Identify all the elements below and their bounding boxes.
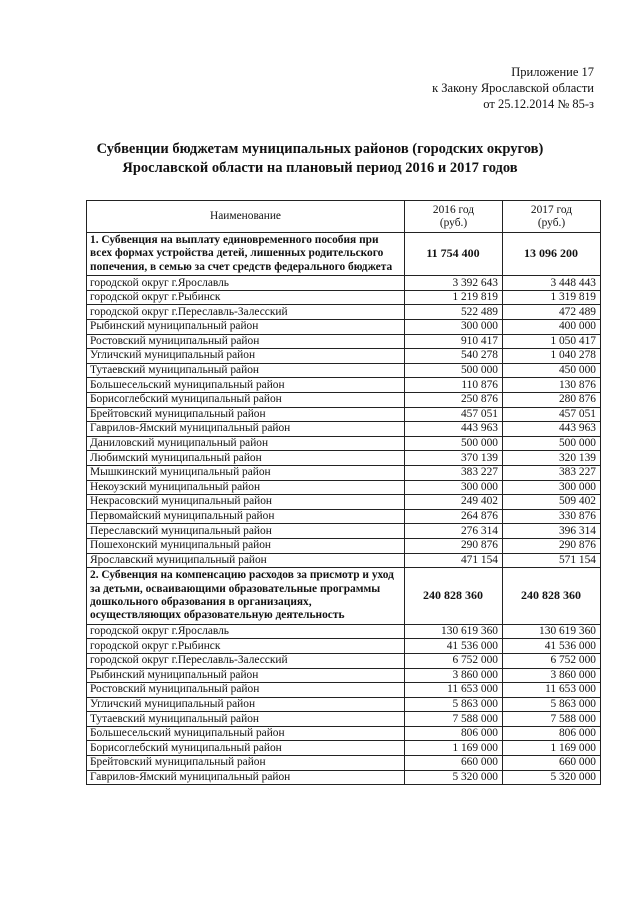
- table-row: [87, 553, 601, 568]
- table-row: [87, 363, 601, 378]
- appendix-note: [432, 64, 594, 112]
- table-row: [87, 320, 601, 335]
- row-value-2017: 41 536 000: [503, 639, 601, 654]
- row-value-2017: 11 653 000: [503, 683, 601, 698]
- row-name: Угличский муниципальный район: [87, 697, 405, 712]
- row-value-2016: 443 963: [405, 422, 503, 437]
- row-name: городской округ г.Рыбинск: [87, 290, 405, 305]
- table-row: [87, 290, 601, 305]
- table-row: [87, 712, 601, 727]
- table-row: [87, 770, 601, 785]
- row-value-2016: 290 876: [405, 538, 503, 553]
- row-value-2016: 3 392 643: [405, 276, 503, 291]
- row-value-2017: 5 863 000: [503, 697, 601, 712]
- appendix-line-2: к Закону Ярославской области: [432, 81, 594, 95]
- row-value-2017: 1 050 417: [503, 334, 601, 349]
- row-value-2017: 400 000: [503, 320, 601, 335]
- row-value-2017: 1 169 000: [503, 741, 601, 756]
- row-value-2016: 1 169 000: [405, 741, 503, 756]
- row-name: городской округ г.Ярославль: [87, 624, 405, 639]
- table-row: [87, 407, 601, 422]
- table-header-row: [87, 201, 601, 233]
- row-value-2017: 1 319 819: [503, 290, 601, 305]
- row-value-2016: 250 876: [405, 392, 503, 407]
- table-row: [87, 378, 601, 393]
- document-title: [40, 140, 600, 178]
- row-name: Борисоглебский муниципальный район: [87, 392, 405, 407]
- row-name: Борисоглебский муниципальный район: [87, 741, 405, 756]
- row-value-2017: 1 040 278: [503, 349, 601, 364]
- row-name: Ростовский муниципальный район: [87, 334, 405, 349]
- row-value-2016: 264 876: [405, 509, 503, 524]
- row-value-2016: 110 876: [405, 378, 503, 393]
- row-name: Большесельский муниципальный район: [87, 378, 405, 393]
- table-row: [87, 756, 601, 771]
- section-total-2017: 13 096 200: [503, 233, 601, 276]
- header-2017: [503, 201, 601, 233]
- table-row: [87, 741, 601, 756]
- table-row: [87, 726, 601, 741]
- row-value-2016: 500 000: [405, 436, 503, 451]
- row-value-2016: 383 227: [405, 465, 503, 480]
- row-value-2016: 300 000: [405, 480, 503, 495]
- row-name: Гаврилов-Ямский муниципальный район: [87, 422, 405, 437]
- appendix-line-1: Приложение 17: [511, 65, 594, 79]
- row-value-2017: 571 154: [503, 553, 601, 568]
- row-name: Первомайский муниципальный район: [87, 509, 405, 524]
- row-value-2016: 11 653 000: [405, 683, 503, 698]
- row-value-2016: 660 000: [405, 756, 503, 771]
- row-value-2016: 806 000: [405, 726, 503, 741]
- section-total-2016: 11 754 400: [405, 233, 503, 276]
- row-value-2017: 472 489: [503, 305, 601, 320]
- table-row: [87, 480, 601, 495]
- section-total-2016: 240 828 360: [405, 568, 503, 625]
- row-name: Угличский муниципальный район: [87, 349, 405, 364]
- table-row: [87, 653, 601, 668]
- row-value-2016: 130 619 360: [405, 624, 503, 639]
- table-row: [87, 349, 601, 364]
- title-line-2: Ярославской области на плановый период 2016 и 2017 годов: [122, 160, 518, 176]
- row-value-2017: 3 448 443: [503, 276, 601, 291]
- row-value-2017: 396 314: [503, 524, 601, 539]
- table-row: [87, 538, 601, 553]
- row-value-2016: 500 000: [405, 363, 503, 378]
- table-body: [87, 233, 601, 785]
- row-value-2016: 522 489: [405, 305, 503, 320]
- appendix-line-3: от 25.12.2014 № 85-з: [483, 97, 594, 111]
- row-name: Мышкинский муниципальный район: [87, 465, 405, 480]
- table-row: [87, 624, 601, 639]
- row-value-2016: 276 314: [405, 524, 503, 539]
- row-value-2017: 806 000: [503, 726, 601, 741]
- table-row: [87, 436, 601, 451]
- row-name: Любимский муниципальный район: [87, 451, 405, 466]
- row-value-2016: 7 588 000: [405, 712, 503, 727]
- row-name: Ростовский муниципальный район: [87, 683, 405, 698]
- row-name: Тутаевский муниципальный район: [87, 712, 405, 727]
- table-row: [87, 422, 601, 437]
- header-2017-year: 2017 год: [530, 203, 573, 216]
- section-title: 1. Субвенция на выплату единовременного пособия при всех формах устройства детей, лишенных родительского попечения, в семью за счет средств федерального бюджета: [87, 233, 405, 276]
- row-value-2016: 370 139: [405, 451, 503, 466]
- row-name: Переславский муниципальный район: [87, 524, 405, 539]
- header-2016: [405, 201, 503, 233]
- header-2017-unit: (руб.): [537, 216, 566, 229]
- row-name: Брейтовский муниципальный район: [87, 756, 405, 771]
- table-row: [87, 683, 601, 698]
- table-row: [87, 392, 601, 407]
- row-value-2017: 320 139: [503, 451, 601, 466]
- row-name: Большесельский муниципальный район: [87, 726, 405, 741]
- table-row: [87, 697, 601, 712]
- table-row: [87, 334, 601, 349]
- title-line-1: Субвенции бюджетам муниципальных районов (городских округов): [96, 141, 544, 157]
- row-value-2016: 6 752 000: [405, 653, 503, 668]
- row-value-2017: 383 227: [503, 465, 601, 480]
- row-value-2016: 457 051: [405, 407, 503, 422]
- row-name: Некоузский муниципальный район: [87, 480, 405, 495]
- row-name: Рыбинский муниципальный район: [87, 320, 405, 335]
- row-value-2016: 5 863 000: [405, 697, 503, 712]
- subvention-table: [86, 200, 601, 785]
- section-header-row: [87, 233, 601, 276]
- row-value-2017: 290 876: [503, 538, 601, 553]
- row-value-2017: 130 876: [503, 378, 601, 393]
- table-row: [87, 495, 601, 510]
- row-name: городской округ г.Ярославль: [87, 276, 405, 291]
- row-value-2017: 130 619 360: [503, 624, 601, 639]
- row-name: городской округ г.Переславль-Залесский: [87, 653, 405, 668]
- row-value-2016: 3 860 000: [405, 668, 503, 683]
- table-row: [87, 451, 601, 466]
- row-name: Гаврилов-Ямский муниципальный район: [87, 770, 405, 785]
- row-name: Некрасовский муниципальный район: [87, 495, 405, 510]
- header-2016-unit: (руб.): [439, 216, 468, 229]
- table-row: [87, 639, 601, 654]
- row-value-2016: 249 402: [405, 495, 503, 510]
- row-name: Рыбинский муниципальный район: [87, 668, 405, 683]
- table-row: [87, 276, 601, 291]
- section-header-row: [87, 568, 601, 625]
- section-title: 2. Субвенция на компенсацию расходов за присмотр и уход за детьми, осваивающими образовательные программы дошкольного образования в организациях, осуществляющих образовательную деятельность: [87, 568, 405, 625]
- row-value-2016: 300 000: [405, 320, 503, 335]
- row-value-2017: 5 320 000: [503, 770, 601, 785]
- row-value-2017: 280 876: [503, 392, 601, 407]
- row-value-2017: 6 752 000: [503, 653, 601, 668]
- table-row: [87, 524, 601, 539]
- row-name: городской округ г.Рыбинск: [87, 639, 405, 654]
- row-name: городской округ г.Переславль-Залесский: [87, 305, 405, 320]
- table-row: [87, 465, 601, 480]
- row-value-2017: 3 860 000: [503, 668, 601, 683]
- row-name: Ярославский муниципальный район: [87, 553, 405, 568]
- header-2016-year: 2016 год: [432, 203, 475, 216]
- row-name: Даниловский муниципальный район: [87, 436, 405, 451]
- row-value-2017: 500 000: [503, 436, 601, 451]
- row-value-2016: 1 219 819: [405, 290, 503, 305]
- section-total-2017: 240 828 360: [503, 568, 601, 625]
- row-value-2016: 471 154: [405, 553, 503, 568]
- row-value-2017: 660 000: [503, 756, 601, 771]
- row-name: Тутаевский муниципальный район: [87, 363, 405, 378]
- row-value-2016: 540 278: [405, 349, 503, 364]
- row-value-2017: 457 051: [503, 407, 601, 422]
- row-name: Брейтовский муниципальный район: [87, 407, 405, 422]
- table-row: [87, 668, 601, 683]
- row-value-2017: 300 000: [503, 480, 601, 495]
- row-value-2017: 509 402: [503, 495, 601, 510]
- row-name: Пошехонский муниципальный район: [87, 538, 405, 553]
- table-row: [87, 305, 601, 320]
- row-value-2017: 443 963: [503, 422, 601, 437]
- table-row: [87, 509, 601, 524]
- row-value-2016: 5 320 000: [405, 770, 503, 785]
- header-name: Наименование: [87, 201, 405, 233]
- row-value-2017: 330 876: [503, 509, 601, 524]
- row-value-2017: 7 588 000: [503, 712, 601, 727]
- row-value-2017: 450 000: [503, 363, 601, 378]
- row-value-2016: 41 536 000: [405, 639, 503, 654]
- row-value-2016: 910 417: [405, 334, 503, 349]
